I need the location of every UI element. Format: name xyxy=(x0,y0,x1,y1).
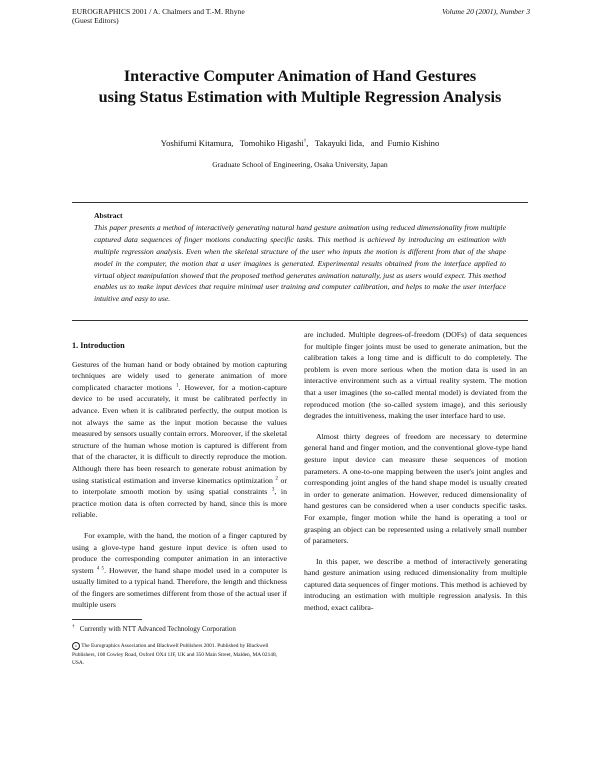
paragraph-4: Almost thirty degrees of freedom are necessary to determine general hand and finger motion, and the conventional glove-type hand gesture input device can measure these sequences of motion parameters. A one-to-one mapping between the user's joint angles and corresponding joint angles of the hand shape model is usually created in order to generate animation. However, reduced dimensionality of hand gestures can be considered when a user conducts specific tasks. For example, finger motion while the hand is operating a tool or grasping an object can be represented using a relatively small number of parameters. xyxy=(304,431,527,546)
right-column xyxy=(304,329,527,614)
footnote-text: Currently with NTT Advanced Technology Corporation xyxy=(79,625,236,633)
author-conjunction: and xyxy=(370,138,384,148)
title-line-1: Interactive Computer Animation of Hand Gestures xyxy=(123,67,477,85)
citation-1[interactable]: 1 xyxy=(175,383,179,389)
copyright-text: The Eurographics Association and Blackwell Publishers 2001. Published by Blackwell Publishers, 108 Cowley Road, Oxford OX4 1JF, UK and 350 Main Street, Malden, MA 02148, USA. xyxy=(72,643,277,667)
editors-line: (Guest Editors) xyxy=(72,16,119,25)
paragraph-2: For example, with the hand, the motion of a finger captured by using a glove-type hand gesture input device is often used to produce the corresponding computer animation in an interactive system $^{4 5}$. However, the hand shape model used in a computer is usually limited to a typical hand. Therefore, the length and thickness of the fingers are sometimes different from those of the actual user if multiple users xyxy=(72,530,287,610)
footnote xyxy=(72,625,287,633)
abstract-heading: Abstract xyxy=(94,211,123,220)
author-3: Takayuki Iida, xyxy=(314,138,365,148)
citation-4-5[interactable]: 4 5 xyxy=(96,566,105,572)
abstract-bottom-rule xyxy=(72,320,528,321)
citation-3[interactable]: 3 xyxy=(271,487,275,493)
running-header-right: Volume 20 (2001), Number 3 xyxy=(442,7,530,16)
conference-line: EUROGRAPHICS 2001 / A. Chalmers and T.-M. Rhyne xyxy=(72,7,245,16)
footnote-mark: † xyxy=(72,624,75,630)
section-heading: 1. Introduction xyxy=(72,341,125,350)
paper-title xyxy=(60,66,540,108)
paragraph-5: In this paper, we describe a method of interactively generating hand gesture animation using reduced dimensionality from multiple captured data sequences of finger motions. This method is achieved by introducing an estimation with multiple regression analysis. In this method, exact calibra- xyxy=(304,556,527,613)
title-line-2: using Status Estimation with Multiple Regression Analysis xyxy=(98,88,502,106)
affiliation: Graduate School of Engineering, Osaka University, Japan xyxy=(212,160,388,169)
footnote-rule xyxy=(72,619,142,620)
left-column xyxy=(72,340,287,611)
author-list xyxy=(60,138,540,148)
author-2-separator: , xyxy=(306,138,309,148)
copyright-notice xyxy=(72,642,287,667)
author-2: Tomohiko Higashi xyxy=(239,138,304,148)
citation-2[interactable]: 2 xyxy=(275,475,278,481)
author-4: Fumio Kishino xyxy=(387,138,440,148)
copyright-icon: c xyxy=(72,642,80,650)
author-2-footnote-mark: † xyxy=(303,139,307,145)
paragraph-1: Gestures of the human hand or body obtained by motion capturing techniques are widely used to generate animation of more complicated character motions $^1$. However, for a motion-capture device to be used accurately, it must be calibrated perfectly in advance. Even when it is calibrated perfectly, the output motion is not always the same as the input motion because the values measured by sensors usually contain errors. Moreover, if the skeletal structure of the human whose motion is captured is different from that of the character, it is difficult to directly reproduce the motion. Although there has been research to generate robust animation by using statistical estimation and inverse kinematics optimization $^2$ or to interpolate smooth motion by using spatial constraints $^3$, in practice motion data is often corrected by hand, since this is more reliable. xyxy=(72,359,288,520)
author-1: Yoshifumi Kitamura, xyxy=(160,138,234,148)
abstract-text: This paper presents a method of interactively generating natural hand gesture animation using reduced dimensionality from multiple captured data sequences of finger motions conducting specific tasks. This method is achieved by introducing an estimation with multiple regression analysis. Even when the skeletal structure of the user who inputs the motion is different from that of the shape model in the computer, the motion that a user imagines is generated. Experimental results obtained from the interface applied to virtual object manipulation showed that the proposed method generates animation naturally, just as users would expect. This method enables us to make input devices that require minimal user training and computer calibration, and helps to make the user interface intuitive and easy to use. xyxy=(94,222,506,304)
running-header-left xyxy=(72,7,245,25)
abstract-block xyxy=(94,210,506,305)
abstract-top-rule xyxy=(72,202,528,203)
paragraph-3: are included. Multiple degrees-of-freedom (DOFs) of data sequences for multiple finger joints must be used to generate animation, but the calibration takes a long time and is difficult to do completely. The problem is even more serious when the motion data is used in an interactive environment such as a virtual reality system. The motion that a user imagines (the so-called mental model) is deviated from the reproduced motion (the so-called system image), and this seriously degrades the intuitiveness, making the user interface hard to use. xyxy=(304,330,527,421)
